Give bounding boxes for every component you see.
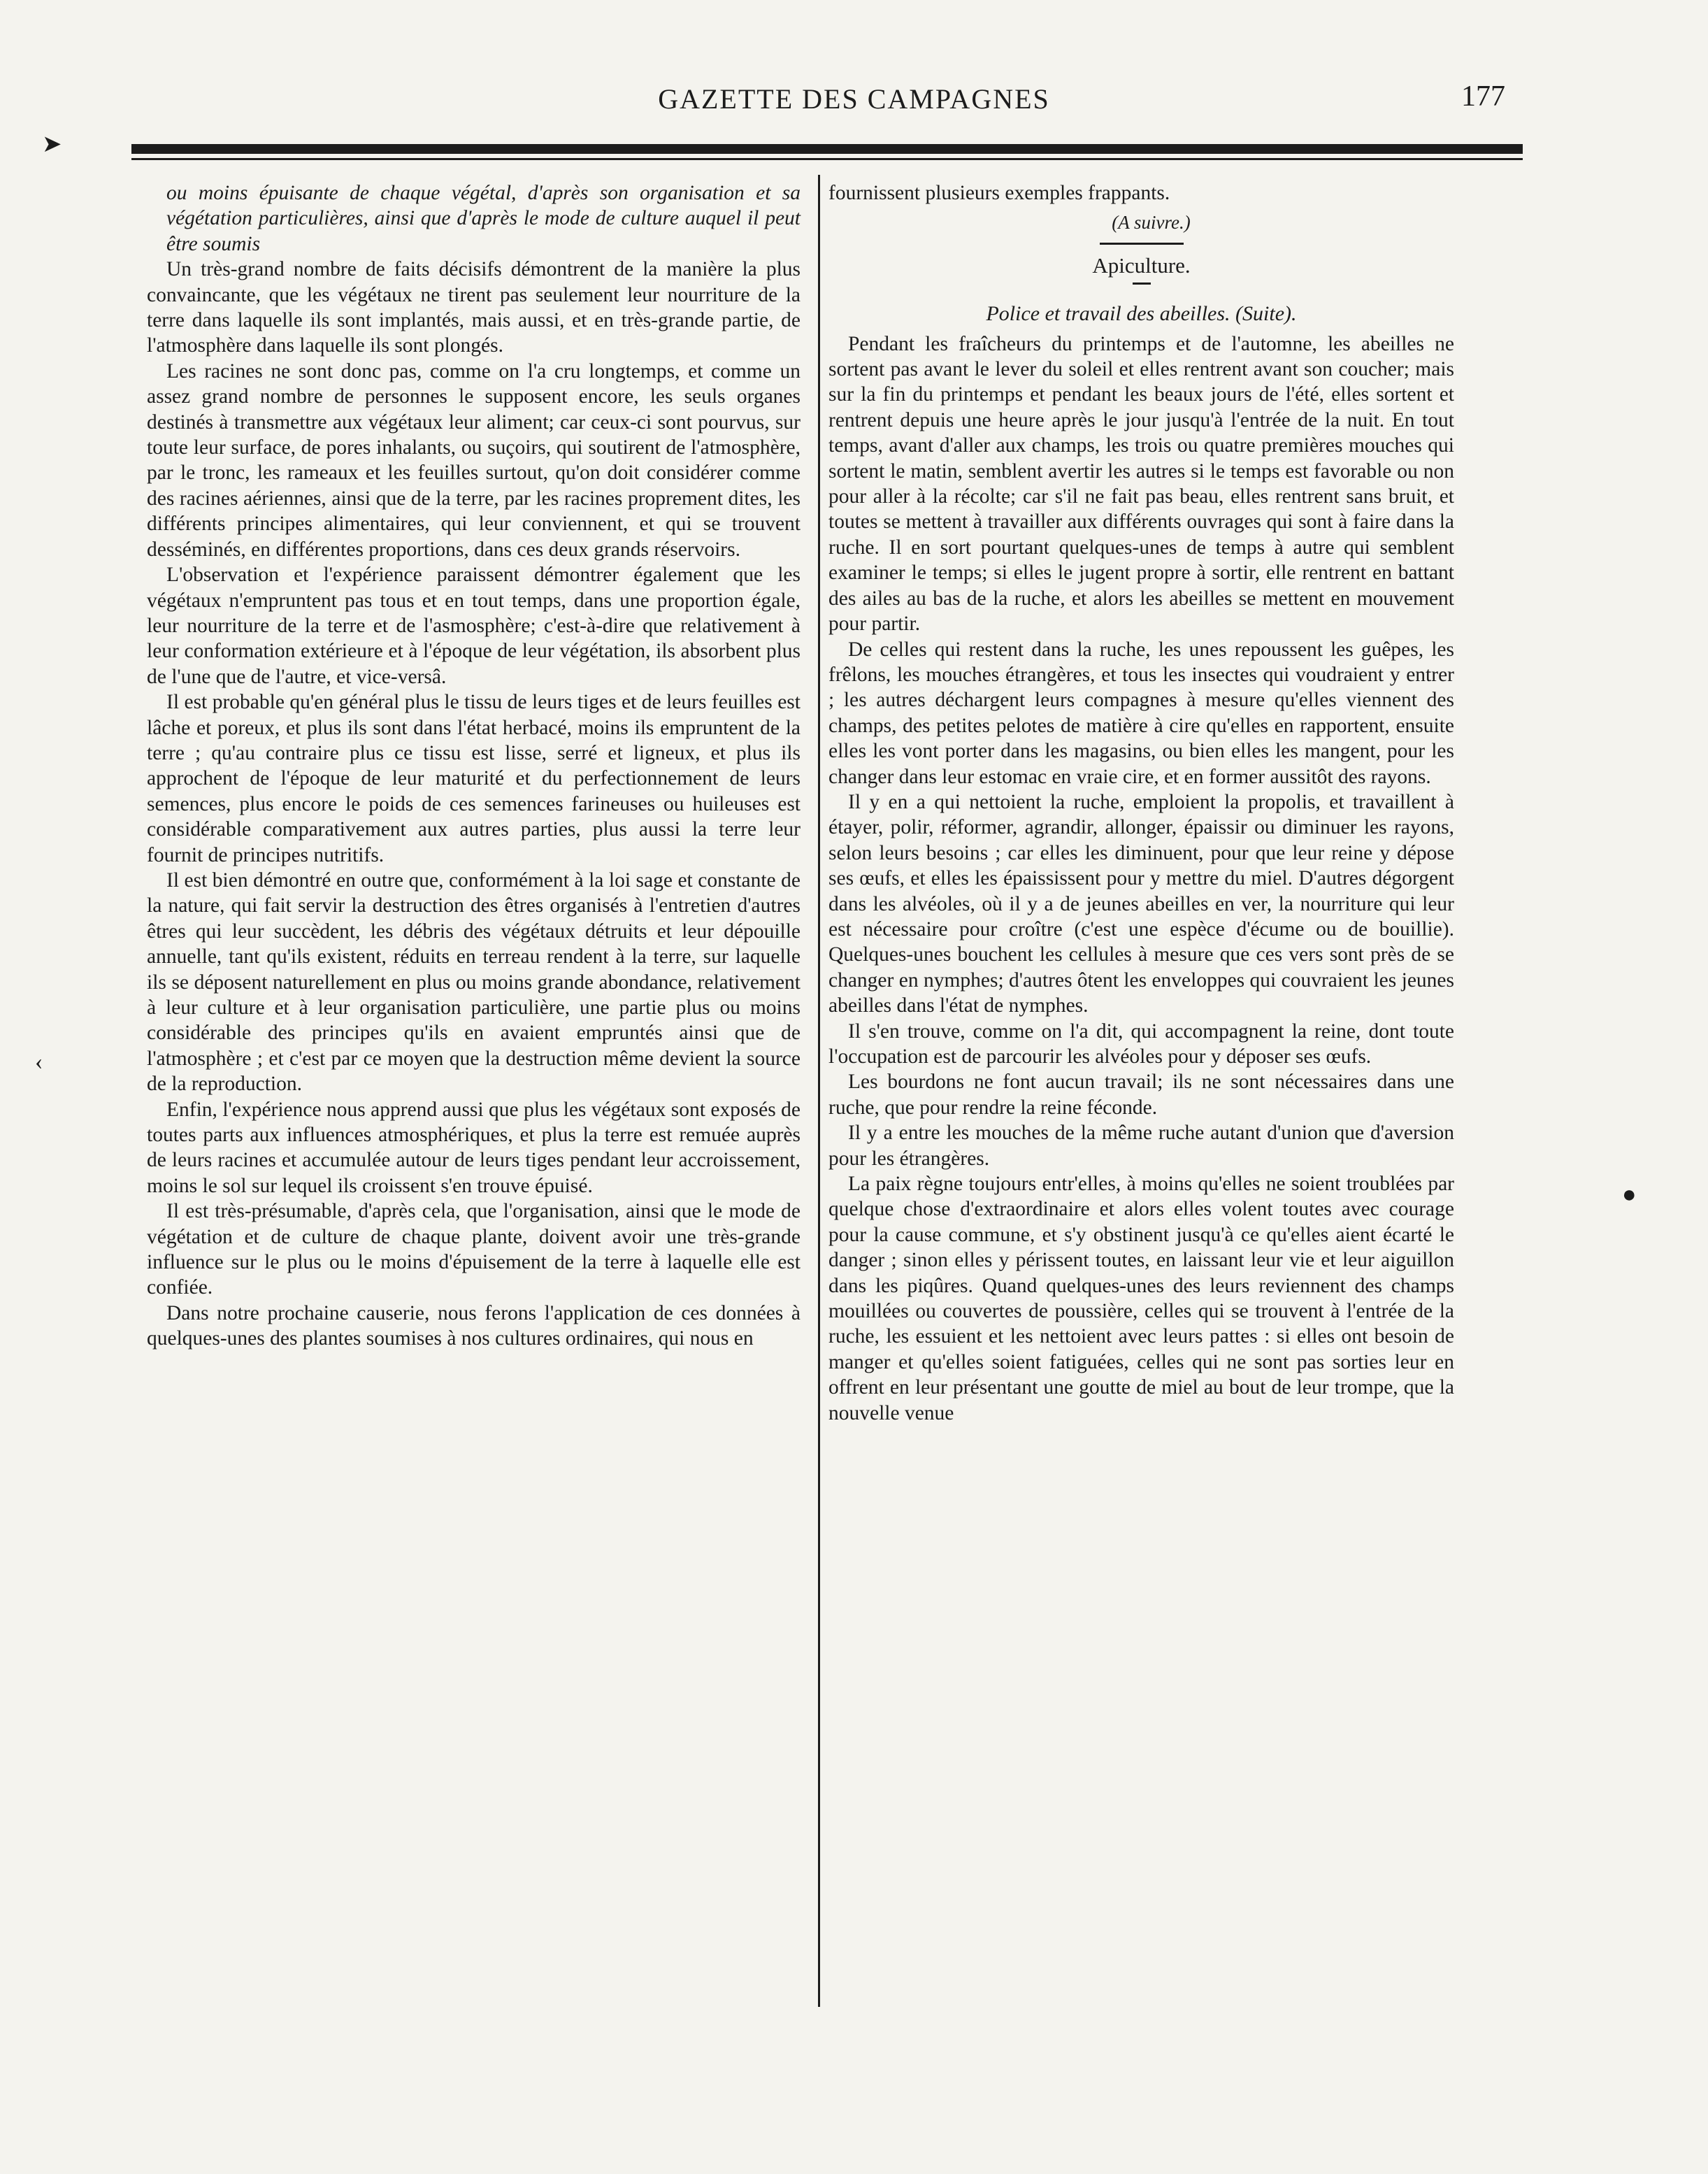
margin-mark: ➤ — [42, 131, 62, 157]
section-divider — [1100, 243, 1184, 245]
heading-dash — [1133, 283, 1151, 285]
paragraph: Les bourdons ne font aucun travail; ils ne sont nécessaires dans une ruche, que pour rendre la reine féconde. — [828, 1071, 1454, 1119]
paragraph: Il y en a qui nettoient la ruche, emploient la propolis, et travaillent à étayer, polir, réformer, agrandir, allonger, épaissir ou diminuer les rayons, selon leurs besoins ; car elles les diminuent, pour que leur reine y dépose ses œufs, et elles les épaississent pour y mettre du miel. D'autres dégorgent dans les alvéoles, où il y a de jeunes abeilles en ver, la nourriture qui leur est nécessaire pour croître (c'est une espèce d'écume ou de bouillie). Quelques-unes bouchent les cellules à mesure que ces vers sont près de se changer en nymphes; d'autres ôtent les enveloppes qui couvraient les jeunes abeilles dans l'état de nymphes. — [828, 790, 1454, 1017]
paragraph: Pendant les fraîcheurs du printemps et de l'automne, les abeilles ne sortent pas avant le lever du soleil et elles rentrent avant son coucher; mais sur la fin du printemps et pendant les beaux jours de l'été, elles sortent et rentrent depuis une heure après le jour jusqu'à l'entrée de la nuit. En tout temps, avant d'aller aux champs, les trois ou quatre premières mouches qui sortent le matin, semblent avertir les autres si le temps est favorable ou non pour aller à la récolte; car s'il ne fait pas beau, elles rentrent sans bruit, et toutes se mettent à travailler aux différents ouvrages qui sont à faire dans la ruche. Il en sort pourtant quelques-unes de temps à autre qui semblent examiner le temps; si elles le jugent propre à sortir, elle rentrent en battant des ailes au bas de la ruche, et alors les abeilles se mettent en mouvement pour partir. — [828, 332, 1454, 636]
header-rule-thin — [131, 158, 1523, 160]
right-column — [828, 180, 1454, 1426]
page-header-title: GAZETTE DES CAMPAGNES — [658, 83, 1050, 115]
page-number: 177 — [1461, 80, 1505, 113]
paragraph: L'observation et l'expérience paraissent démontrer également que les végétaux n'empruntent pas tous et en tout temps, dans une proportion égale, leur nourriture de la terre et de l'asmosphère; c'est-à-dire que relativement à leur conformation extérieure et à l'époque de leur végétation, ils absorbent plus de l'une que de l'autre, et vice-versâ. — [147, 564, 801, 688]
section-heading: Apiculture. — [1092, 252, 1191, 278]
margin-mark: ‹ — [35, 1049, 43, 1075]
paragraph: Il y a entre les mouches de la même ruche autant d'union que d'aversion pour les étrangères. — [828, 1122, 1454, 1170]
paragraph: Il est probable qu'en général plus le tissu de leurs tiges et de leurs feuilles est lâche et poreux, et plus ils sont dans l'état herbacé, moins ils empruntent de la terre ; qu'au contraire plus ce tissu est lisse, serré et ligneux, et plus ils approchent de l'époque de leur maturité et du perfectionnement de leurs semences, plus encore le poids de ces semences farineuses ou huileuses est considérable comparativement aux autres parties, plus aussi la terre leur fournit de principes nutritifs. — [147, 691, 801, 866]
continuation-text: fournissent plusieurs exemples frappants. — [828, 182, 1170, 204]
paragraph: Il est très-présumable, d'après cela, que l'organisation, ainsi que le mode de végétation et de culture de chaque plante, doivent avoir une très-grande influence sur le plus ou le moins d'épuisement de la terre à laquelle elle est confiée. — [147, 1200, 801, 1299]
section-subtitle: Police et travail des abeilles. (Suite). — [986, 302, 1297, 326]
paragraph: De celles qui restent dans la ruche, les unes repoussent les guêpes, les frêlons, les mouches étrangères, et tous les insectes qui voudraient y entrer ; les autres déchargent leurs compagnes à mesure qu'elles viennent des champs, des petites pelotes de matière à cire qu'elles en rapportent, ensuite elles les vont porter dans les magasins, ou bien elles les mangent, pour les changer dans leur estomac en vraie cire, et en former aussitôt des rayons. — [828, 638, 1454, 788]
paragraph: Dans notre prochaine causerie, nous ferons l'application de ces données à quelques-unes des plantes soumises à nos cultures ordinaires, qui nous en — [147, 1301, 801, 1350]
margin-mark: ● — [1622, 1182, 1637, 1208]
to-follow-note: (A suivre.) — [1112, 212, 1191, 234]
paragraph: Un très-grand nombre de faits décisifs démontrent de la manière la plus convaincante, que les végétaux ne tirent pas seulement leur nourriture de la terre dans laquelle ils sont implantés, mais aussi, et en très-grande partie, de l'atmosphère dans laquelle ils sont plongés. — [147, 258, 801, 357]
header-rule-thick — [131, 144, 1523, 154]
paragraph: Il s'en trouve, comme on l'a dit, qui accompagnent la reine, dont toute l'occupation est de parcourir les alvéoles pour y déposer ses œufs. — [828, 1020, 1454, 1068]
paragraph: Il est bien démontré en outre que, conformément à la loi sage et constante de la nature, qui fait servir la destruction des êtres organisés à l'entretien d'autres êtres qui leur succèdent, les débris des végétaux détruits et leur dépouille annuelle, tant qu'ils existent, réduits en terreau rendent à la terre, sur laquelle ils se déposent naturellement en plus ou moins grande abondance, relativement à leur culture et à leur organisation particulière, une partie plus ou moins considérable des principes qu'ils en avaient empruntés ainsi que de l'atmosphère ; et c'est par ce moyen que la destruction même devient la source de la reproduction. — [147, 868, 801, 1096]
intro-italic-text: ou moins épuisante de chaque végétal, d'après son organisation et sa végétation particulières, ainsi que d'après le mode de culture auquel il peut être soumis — [166, 182, 801, 255]
column-divider — [818, 175, 820, 2007]
paragraph: Les racines ne sont donc pas, comme on l'a cru longtemps, et comme un assez grand nombre de personnes le supposent encore, les seuls organes destinés à transmettre aux végétaux leur aliment; car ceux-ci sont pourvus, sur toute leur surface, de pores inhalants, ou suçoirs, qui soutirent de l'atmosphère, par le tronc, les rameaux et les feuilles surtout, qu'on doit considérer comme des racines aériennes, ainsi que de la terre, par les racines proprement dites, les différents principes alimentaires, qui leur conviennent, et qui se trouvent desséminés, en différentes proportions, dans ces deux grands réservoirs. — [147, 359, 801, 561]
paragraph: La paix règne toujours entr'elles, à moins qu'elles ne soient troublées par quelque chose d'extraordinaire et alors elles volent toutes avec courage pour la cause commune, et s'y obstinent jusqu'à ce qu'elles aient écarté le danger ; sinon elles y périssent toutes, en laissant leur vie et leur aiguillon dans les piqûres. Quand quelques-unes des leurs reviennent des champs mouillées ou couvertes de poussière, celles qui se trouvent à l'entrée de la ruche, les essuient et les nettoient avec leurs pattes : si elles ont besoin de manger et qu'elles soient fatiguées, celles qui ne sont pas sorties leur en offrent en leur présentant une goutte de miel au bout de leur trompe, que la nouvelle venue — [828, 1173, 1454, 1424]
left-column — [147, 180, 801, 1352]
paragraph: Enfin, l'expérience nous apprend aussi que plus les végétaux sont exposés de toutes parts aux influences atmosphériques, et plus la terre est remuée auprès de leurs racines et accumulée autour de leurs tiges pendant leur accroissement, moins le sol sur lequel ils croissent s'en trouve épuisé. — [147, 1098, 801, 1197]
